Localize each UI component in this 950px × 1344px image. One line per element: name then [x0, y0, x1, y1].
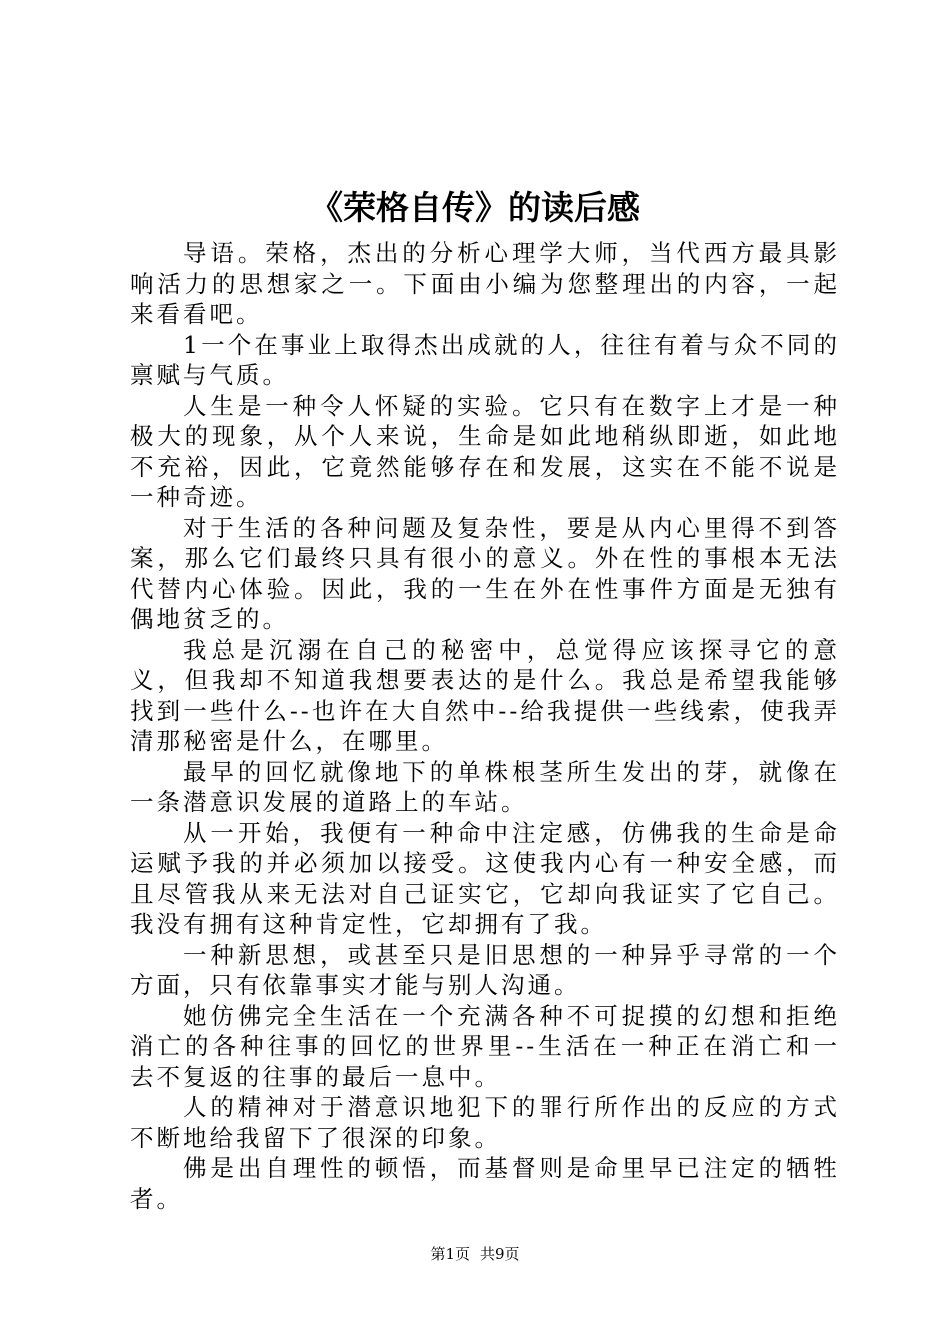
document-title: 《荣格自传》的读后感	[310, 188, 640, 227]
paragraph-1: 1一个在事业上取得杰出成就的人，往往有着与众不同的禀赋与气质。	[130, 330, 840, 389]
paragraph-intro: 导语。荣格，杰出的分析心理学大师，当代西方最具影响活力的思想家之一。下面由小编为您整理出的内容，一起来看看吧。	[130, 239, 840, 328]
paragraph-6: 从一开始，我便有一种命中注定感，仿佛我的生命是命运赋予我的并必须加以接受。这使我内心有一种安全感，而且尽管我从来无法对自己证实它，它却向我证实了它自己。我没有拥有这种肯定性，它却拥有了我。	[130, 818, 840, 938]
paragraph-9: 人的精神对于潜意识地犯下的罪行所作出的反应的方式不断地给我留下了很深的印象。	[130, 1093, 840, 1152]
page-total: 共9页	[480, 1245, 520, 1263]
paragraph-2: 人生是一种令人怀疑的实验。它只有在数字上才是一种极大的现象，从个人来说，生命是如此地稍纵即逝，如此地不充裕，因此，它竟然能够存在和发展，这实在不能不说是一种奇迹。	[130, 391, 840, 511]
paragraph-7: 一种新思想，或甚至只是旧思想的一种异乎寻常的一个方面，只有依靠事实才能与别人沟通。	[130, 940, 840, 999]
page-footer	[0, 1242, 950, 1266]
page-number: 第1页	[430, 1245, 470, 1263]
paragraph-4: 我总是沉溺在自己的秘密中，总觉得应该探寻它的意义，但我却不知道我想要表达的是什么。我总是希望我能够找到一些什么--也许在大自然中--给我提供一些线索，使我弄清那秘密是什么，在哪里。	[130, 635, 840, 755]
paragraph-5: 最早的回忆就像地下的单株根茎所生发出的芽，就像在一条潜意识发展的道路上的车站。	[130, 757, 840, 816]
paragraph-8: 她仿佛完全生活在一个充满各种不可捉摸的幻想和拒绝消亡的各种往事的回忆的世界里--生活在一种正在消亡和一去不复返的往事的最后一息中。	[130, 1001, 840, 1091]
paragraph-10: 佛是出自理性的顿悟，而基督则是命里早已注定的牺牲者。	[130, 1154, 840, 1213]
document-body	[130, 238, 840, 1214]
paragraph-3: 对于生活的各种问题及复杂性，要是从内心里得不到答案，那么它们最终只具有很小的意义。外在性的事根本无法代替内心体验。因此，我的一生在外在性事件方面是无独有偶地贫乏的。	[130, 513, 840, 633]
